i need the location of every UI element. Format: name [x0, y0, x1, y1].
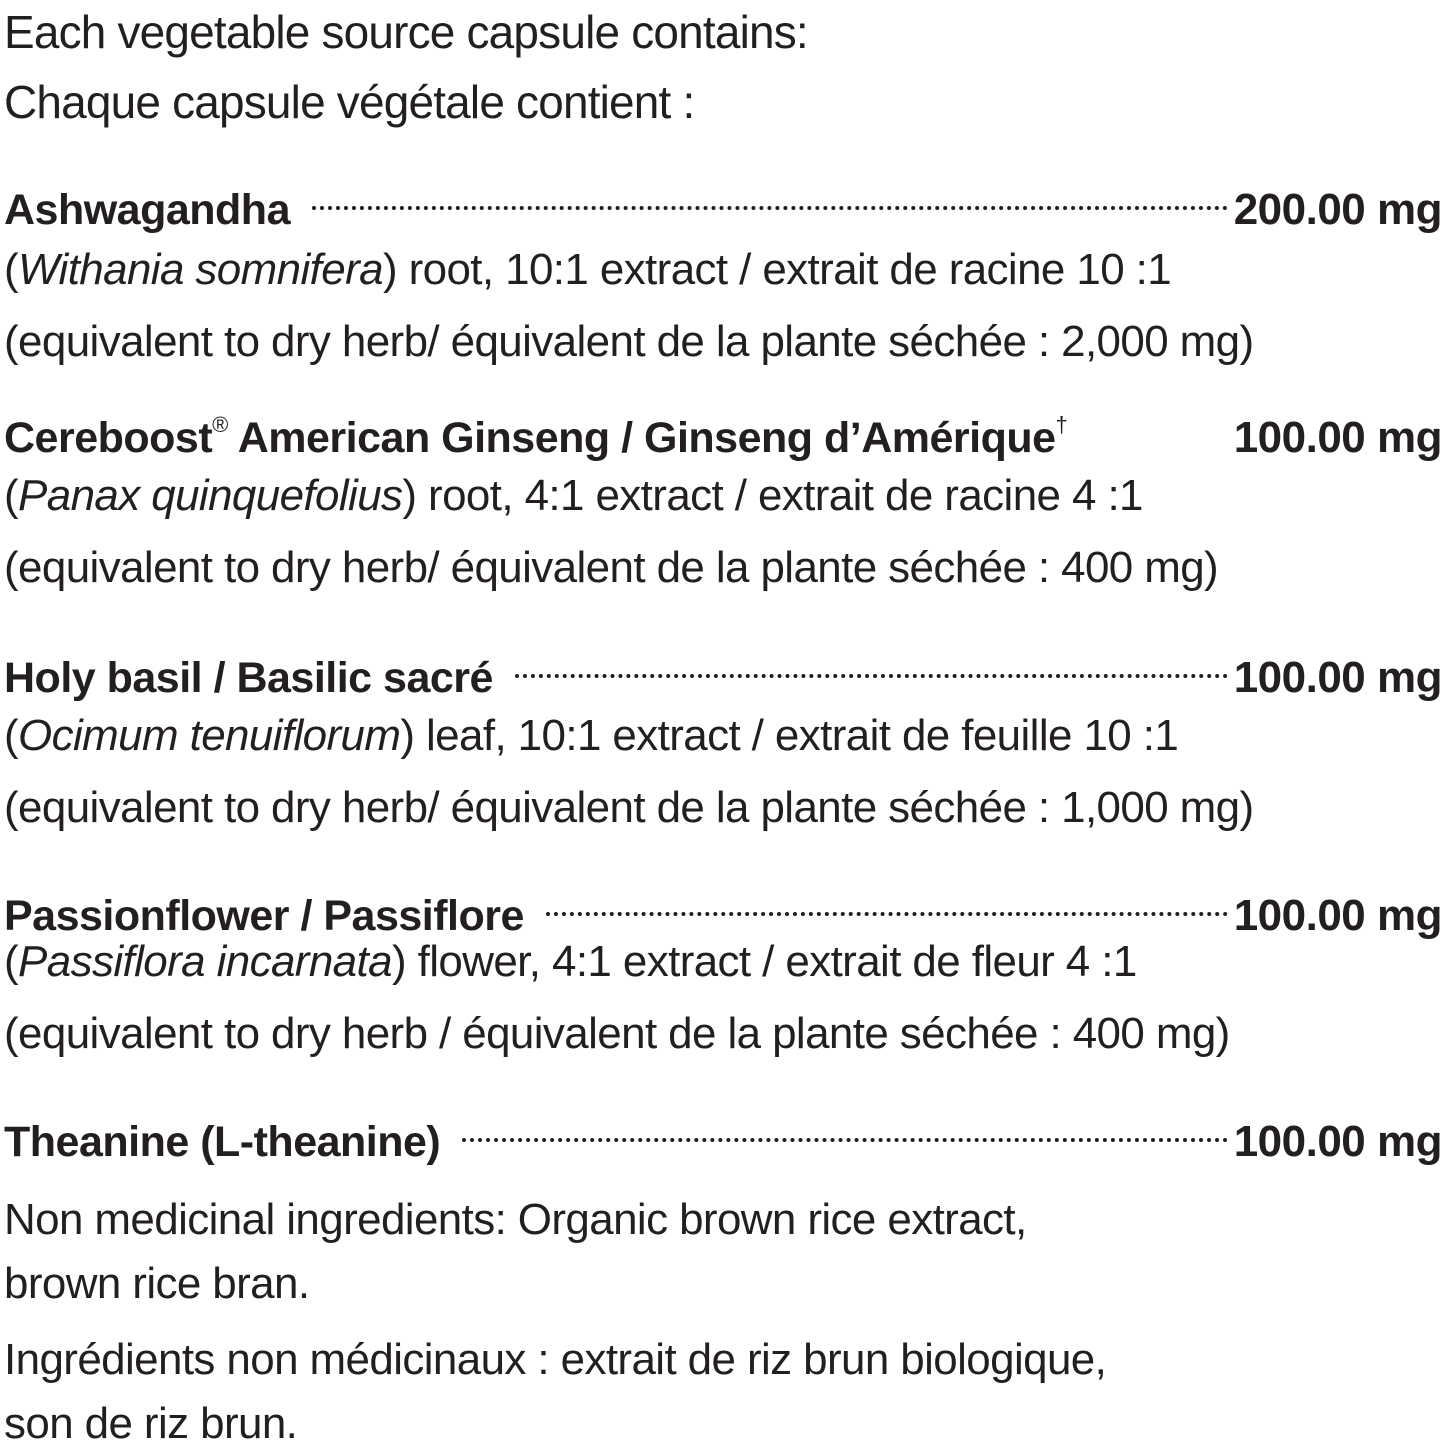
source-detail: ) root, 4:1 extract / extrait de racine 4 :1: [402, 471, 1143, 520]
ingredient-name: Holy basil / Basilic sacré: [4, 654, 493, 702]
registered-mark: ®: [212, 412, 228, 437]
dot-leader: [515, 636, 1228, 692]
latin-name: Panax quinquefolius: [18, 471, 403, 520]
ingredient-passionflower-source: (Passiflora incarnata) flower, 4:1 extract / extrait de fleur 4 :1: [4, 937, 1137, 986]
ingredient-name: Passionflower / Passiflore: [4, 892, 524, 940]
ingredient-theanine-header: [4, 1100, 1442, 1166]
non-medicinal-french-line2: son de riz brun.: [4, 1399, 298, 1448]
ingredient-cereboost-equivalent: (equivalent to dry herb/ équivalent de la plante séchée : 400 mg): [4, 543, 1219, 592]
dot-leader: [546, 874, 1228, 930]
ingredient-passionflower-header: [4, 874, 1442, 940]
ingredient-name: Ashwagandha: [4, 186, 290, 234]
dot-leader: [462, 1100, 1227, 1156]
brand-name: Cereboost: [4, 414, 213, 462]
latin-name: Passiflora incarnata: [18, 937, 392, 986]
dagger-mark: †: [1055, 412, 1068, 437]
intro-french: Chaque capsule végétale contient :: [4, 76, 695, 128]
non-medicinal-french-line1: Ingrédients non médicinaux : extrait de riz brun biologique,: [4, 1335, 1107, 1384]
latin-name: Ocimum tenuiflorum: [18, 711, 401, 760]
ingredient-ashwagandha-equivalent: (equivalent to dry herb/ équivalent de la plante séchée : 2,000 mg): [4, 317, 1254, 366]
ingredient-dose: 100.00 mg: [1233, 653, 1442, 702]
source-detail: ) leaf, 10:1 extract / extrait de feuille 10 :1: [400, 711, 1179, 760]
ingredient-cereboost-header: [4, 410, 1442, 466]
ingredient-dose: 100.00 mg: [1233, 891, 1442, 940]
ingredient-name: Theanine (L-theanine): [4, 1118, 441, 1166]
ingredient-holy-basil-source: (Ocimum tenuiflorum) leaf, 10:1 extract / extrait de feuille 10 :1: [4, 711, 1179, 760]
source-detail: ) flower, 4:1 extract / extrait de fleur 4 :1: [391, 937, 1137, 986]
ingredient-dose: 100.00 mg: [1233, 1117, 1442, 1166]
non-medicinal-english-line2: brown rice bran.: [4, 1259, 310, 1308]
ingredient-ashwagandha-source: (Withania somnifera) root, 10:1 extract / extrait de racine 10 :1: [4, 245, 1172, 294]
ingredient-dose: 100.00 mg: [1233, 413, 1442, 462]
ingredient-dose: 200.00 mg: [1233, 185, 1442, 234]
ingredient-name-rest: American Ginseng / Ginseng d’Amérique: [227, 414, 1056, 462]
ingredient-cereboost-source: (Panax quinquefolius) root, 4:1 extract / extrait de racine 4 :1: [4, 471, 1143, 520]
ingredient-holy-basil-equivalent: (equivalent to dry herb/ équivalent de la plante séchée : 1,000 mg): [4, 783, 1254, 832]
ingredient-passionflower-equivalent: (equivalent to dry herb / équivalent de la plante séchée : 400 mg): [4, 1009, 1230, 1058]
dot-leader: [312, 168, 1228, 224]
latin-name: Withania somnifera: [18, 245, 383, 294]
non-medicinal-english-line1: Non medicinal ingredients: Organic brown rice extract,: [4, 1195, 1027, 1244]
source-detail: ) root, 10:1 extract / extrait de racine 10 :1: [382, 245, 1172, 294]
ingredient-name: [4, 410, 1234, 466]
ingredient-holy-basil-header: [4, 636, 1442, 702]
intro-english: Each vegetable source capsule contains:: [4, 6, 808, 58]
ingredient-ashwagandha-header: [4, 168, 1442, 234]
